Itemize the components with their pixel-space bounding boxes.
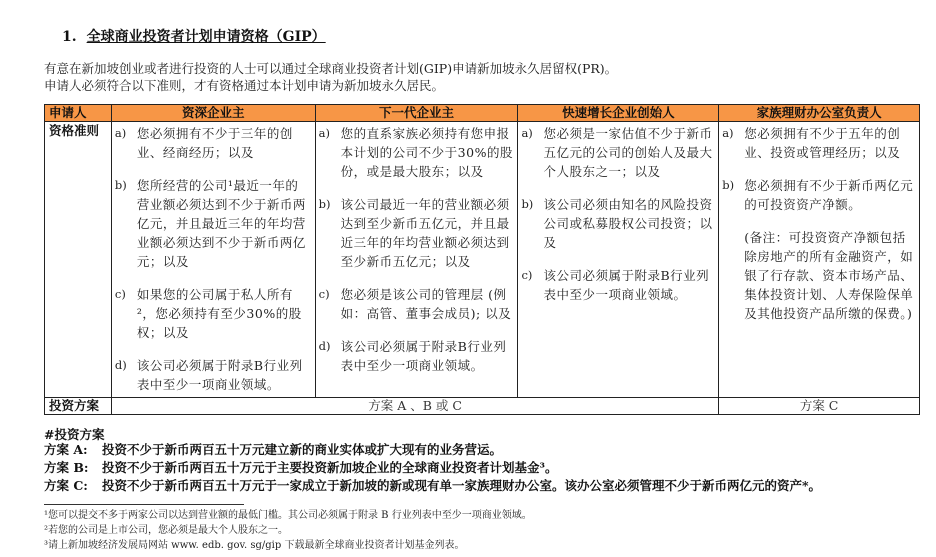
header-family-office: 家族理财办公室负责人 — [719, 105, 920, 122]
item-text: (备注：可投资资产净额包括除房地产的所有金融资产，如银了行存款、资本市场产品、集体投资计划、人寿保险保单及其他投资产品所缴的保费。) — [744, 230, 914, 321]
eligibility-table — [44, 104, 920, 415]
plan-item — [44, 459, 821, 477]
plan-item-text: 投资不少于新币两百五十万元于主要投资新加坡企业的全球商业投资者计划基金³。 — [102, 460, 558, 475]
item-text: 该公司必须由知名的风险投资公司或私募股权公司投资；以及 — [543, 197, 713, 250]
item-marker — [719, 228, 744, 323]
item-text: 该公司最近一年的营业额必须达到至少新币五亿元，并且最近三年的年均营业额必须达到至少新币五亿元；以及 — [340, 197, 510, 269]
item-text: 您的直系家族必须持有您申报本计划的公司不少于30%的股份，或是最大股东；以及 — [340, 126, 513, 179]
list-item — [316, 337, 514, 375]
header-fast-growth-founder: 快速增长企业创始人 — [518, 105, 719, 122]
item-text: 如果您的公司属于私人所有²，您必须持有至少30%的股权；以及 — [136, 287, 302, 340]
section-number: 1. — [62, 29, 77, 45]
criteria-cell-founder — [518, 122, 719, 398]
item-marker: b) — [722, 178, 735, 192]
header-applicant: 申请人 — [45, 105, 112, 122]
criteria-cell-next-gen — [315, 122, 518, 398]
intro-line: 申请人必须符合以下准则，才有资格通过本计划申请为新加坡永久居民。 — [44, 78, 445, 93]
plan-item-label: 方案 A: — [44, 442, 88, 457]
plan-item-label: 方案 B: — [44, 460, 89, 475]
item-text: 该公司必须属于附录B行业列表中至少一项商业领域。 — [543, 268, 710, 302]
criteria-cell-senior — [111, 122, 315, 398]
list-item — [719, 228, 915, 323]
plans-list — [44, 441, 821, 495]
section-heading — [62, 26, 326, 46]
intro-paragraph — [44, 60, 617, 94]
item-marker: c) — [521, 268, 533, 282]
plan-item-text: 投资不少于新币两百五十万元于一家成立于新加坡的新或现有单一家族理财办公室。该办公室必须管理不少于新币两亿元的资产*。 — [102, 478, 822, 493]
footnotes — [44, 508, 532, 553]
plan-c-cell: 方案 C — [719, 398, 920, 415]
footnote: ³请上新加坡经济发展局网站 www. edb. gov. sg/gip 下载最新全球商业投资者计划基金列表。 — [44, 540, 465, 551]
item-text: 该公司必须属于附录B行业列表中至少一项商业领域。 — [136, 358, 303, 392]
criteria-row — [45, 122, 920, 398]
header-next-gen-owner: 下一代企业主 — [315, 105, 518, 122]
item-text: 您必须是一家估值不少于新币五亿元的公司的创始人及最大个人股东之一；以及 — [543, 126, 713, 179]
plans-title: #投资方案 — [44, 427, 105, 442]
plan-item-text: 投资不少于新币两百五十万元建立新的商业实体或扩大现有的业务营运。 — [102, 442, 503, 457]
plan-item — [44, 477, 821, 495]
footnote: ¹您可以提交不多于两家公司以达到营业额的最低门槛。其公司必须属于附录 B 行业列表中至少一项商业领域。 — [44, 510, 532, 521]
criteria-cell-family-office — [719, 122, 920, 398]
item-marker: a) — [318, 126, 331, 140]
header-senior-owner: 资深企业主 — [111, 105, 315, 122]
item-text: 您必须拥有不少于新币两亿元的可投资资产净额。 — [744, 178, 914, 212]
list-item — [719, 124, 915, 162]
item-marker: a) — [114, 126, 127, 140]
list-item — [112, 356, 311, 394]
item-marker: d) — [318, 339, 331, 353]
item-marker: c) — [318, 287, 330, 301]
plan-item-label: 方案 C: — [44, 478, 88, 493]
item-marker: b) — [318, 197, 331, 211]
item-text: 该公司必须属于附录B行业列表中至少一项商业领域。 — [340, 339, 507, 373]
item-marker: a) — [521, 126, 533, 140]
table-header-row — [45, 105, 920, 122]
item-text: 您必须拥有不少于三年的创业、经商经历；以及 — [136, 126, 293, 160]
list-item — [518, 195, 714, 252]
intro-line: 有意在新加坡创业或者进行投资的人士可以通过全球商业投资者计划(GIP)申请新加坡永久居留权(PR)。 — [44, 61, 618, 76]
plan-item — [44, 441, 821, 459]
footnote: ²若您的公司是上市公司，您必须是最大个人股东之一。 — [44, 525, 289, 536]
item-text: 您必须拥有不少于五年的创业、投资或管理经历；以及 — [744, 126, 901, 160]
list-item — [518, 266, 714, 304]
plan-row — [45, 398, 920, 415]
list-item — [112, 285, 311, 342]
list-item — [316, 285, 514, 323]
list-item — [719, 176, 915, 214]
plan-label: 投资方案 — [45, 398, 112, 415]
list-item — [518, 124, 714, 181]
item-marker: b) — [114, 178, 127, 192]
item-marker: d) — [114, 358, 127, 372]
item-text: 您必须是该公司的管理层 (例如：高管、董事会成员); 以及 — [340, 287, 512, 321]
section-title: 全球商业投资者计划申请资格（GIP） — [86, 29, 326, 45]
item-marker: c) — [114, 287, 126, 301]
footnote-divider — [44, 504, 244, 505]
list-item — [112, 124, 311, 162]
item-marker: b) — [521, 197, 534, 211]
item-text: 您所经营的公司¹最近一年的营业额必须达到不少于新币两亿元，并且最近三年的年均营业额必须达到不少于新币两亿元；以及 — [136, 178, 306, 269]
plan-abc-cell: 方案 A 、B 或 C — [111, 398, 718, 415]
list-item — [112, 176, 311, 271]
item-marker: a) — [722, 126, 734, 140]
list-item — [316, 124, 514, 181]
list-item — [316, 195, 514, 271]
criteria-label: 资格准则 — [45, 122, 112, 398]
